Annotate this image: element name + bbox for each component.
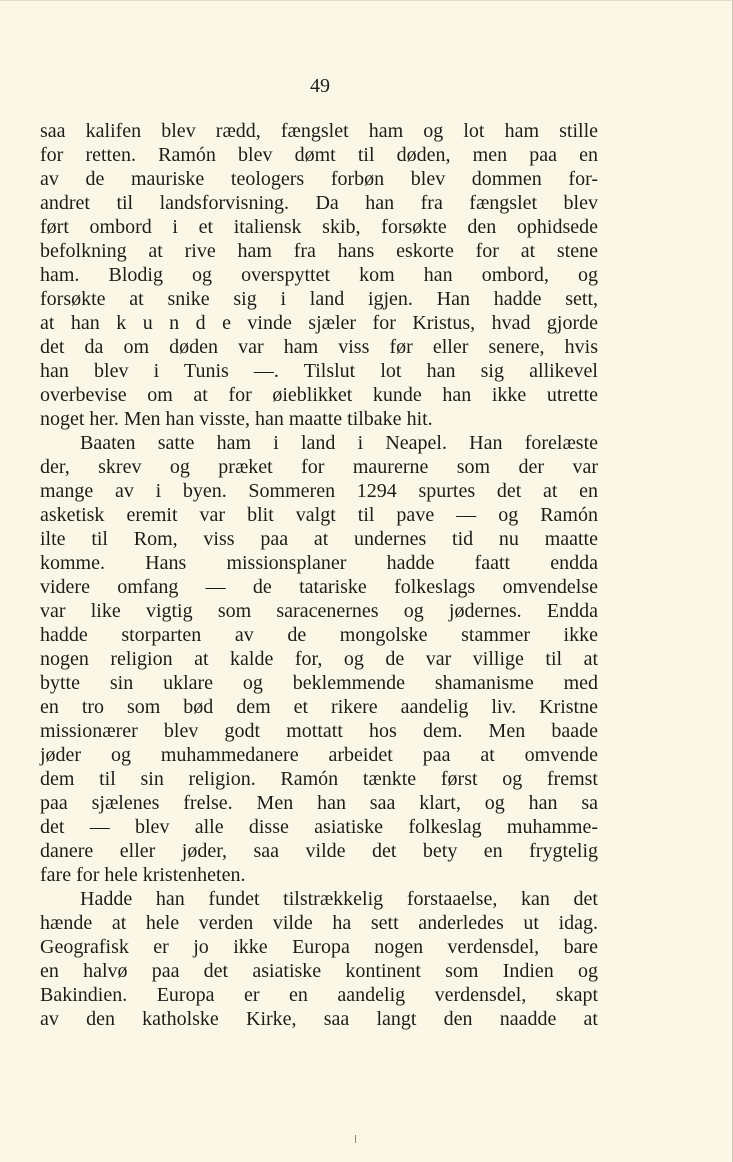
- text-line: det da om døden var ham viss før eller senere, hvis: [40, 336, 598, 358]
- text-line: overbevise om at for øieblikket kunde han ikke utrette: [40, 384, 598, 406]
- text-line: hænde at hele verden vilde ha sett anderledes ut idag.: [40, 912, 598, 934]
- page-number: 49: [310, 75, 330, 97]
- text-line: mange av i byen. Sommeren 1294 spurtes det at en: [40, 480, 598, 502]
- text-line: ham. Blodig og overspyttet kom han ombord, og: [40, 264, 598, 286]
- text-line: paa sjælenes frelse. Men han saa klart, og han sa: [40, 792, 598, 814]
- text-line: der, skrev og præket for maurerne som der var: [40, 456, 598, 478]
- text-line: komme. Hans missionsplaner hadde faatt endda: [40, 552, 598, 574]
- text-line: Bakindien. Europa er en aandelig verdensdel, skapt: [40, 984, 598, 1006]
- text-line: danere eller jøder, saa vilde det bety en frygtelig: [40, 840, 598, 862]
- text-line: forsøkte at snike sig i land igjen. Han hadde sett,: [40, 288, 598, 310]
- text-line: en halvø paa det asiatiske kontinent som Indien og: [40, 960, 598, 982]
- text-line: av den katholske Kirke, saa langt den naadde at: [40, 1008, 598, 1030]
- text-line: for retten. Ramón blev dømt til døden, men paa en: [40, 144, 598, 166]
- text-line: Geografisk er jo ikke Europa nogen verdensdel, bare: [40, 936, 598, 958]
- text-line: var like vigtig som saracenernes og jødernes. Endda: [40, 600, 598, 622]
- text-line: det — blev alle disse asiatiske folkeslag muhamme-: [40, 816, 598, 838]
- text-line: fare for hele kristenheten.: [40, 864, 246, 886]
- text-line: at han k u n d e vinde sjæler for Kristus, hvad gjorde: [40, 312, 598, 334]
- text-line: asketisk eremit var blit valgt til pave — og Ramón: [40, 504, 598, 526]
- text-line: andret til landsforvisning. Da han fra fængslet blev: [40, 192, 598, 214]
- text-line: missionærer blev godt mottatt hos dem. Men baade: [40, 720, 598, 742]
- text-line: Baaten satte ham i land i Neapel. Han forelæste: [80, 432, 598, 454]
- text-line: jøder og muhammedanere arbeidet paa at omvende: [40, 744, 598, 766]
- text-line: videre omfang — de tatariske folkeslags omvendelse: [40, 576, 598, 598]
- text-line: hadde storparten av de mongolske stammer ikke: [40, 624, 598, 646]
- text-line: av de mauriske teologers forbøn blev dommen for-: [40, 168, 598, 190]
- text-line: han blev i Tunis —. Tilslut lot han sig allikevel: [40, 360, 598, 382]
- scan-mark: [355, 1135, 356, 1143]
- text-line: befolkning at rive ham fra hans eskorte for at stene: [40, 240, 598, 262]
- text-line: noget her. Men han visste, han maatte tilbake hit.: [40, 408, 433, 430]
- text-line: Hadde han fundet tilstrækkelig forstaaelse, kan det: [80, 888, 598, 910]
- text-line: saa kalifen blev rædd, fængslet ham og lot ham stille: [40, 120, 598, 142]
- text-line: ilte til Rom, viss paa at undernes tid nu maatte: [40, 528, 598, 550]
- text-line: dem til sin religion. Ramón tænkte først og fremst: [40, 768, 598, 790]
- text-line: bytte sin uklare og beklemmende shamanisme med: [40, 672, 598, 694]
- text-line: en tro som bød dem et rikere aandelig liv. Kristne: [40, 696, 598, 718]
- text-line: nogen religion at kalde for, og de var villige til at: [40, 648, 598, 670]
- text-line: ført ombord i et italiensk skib, forsøkte den ophidsede: [40, 216, 598, 238]
